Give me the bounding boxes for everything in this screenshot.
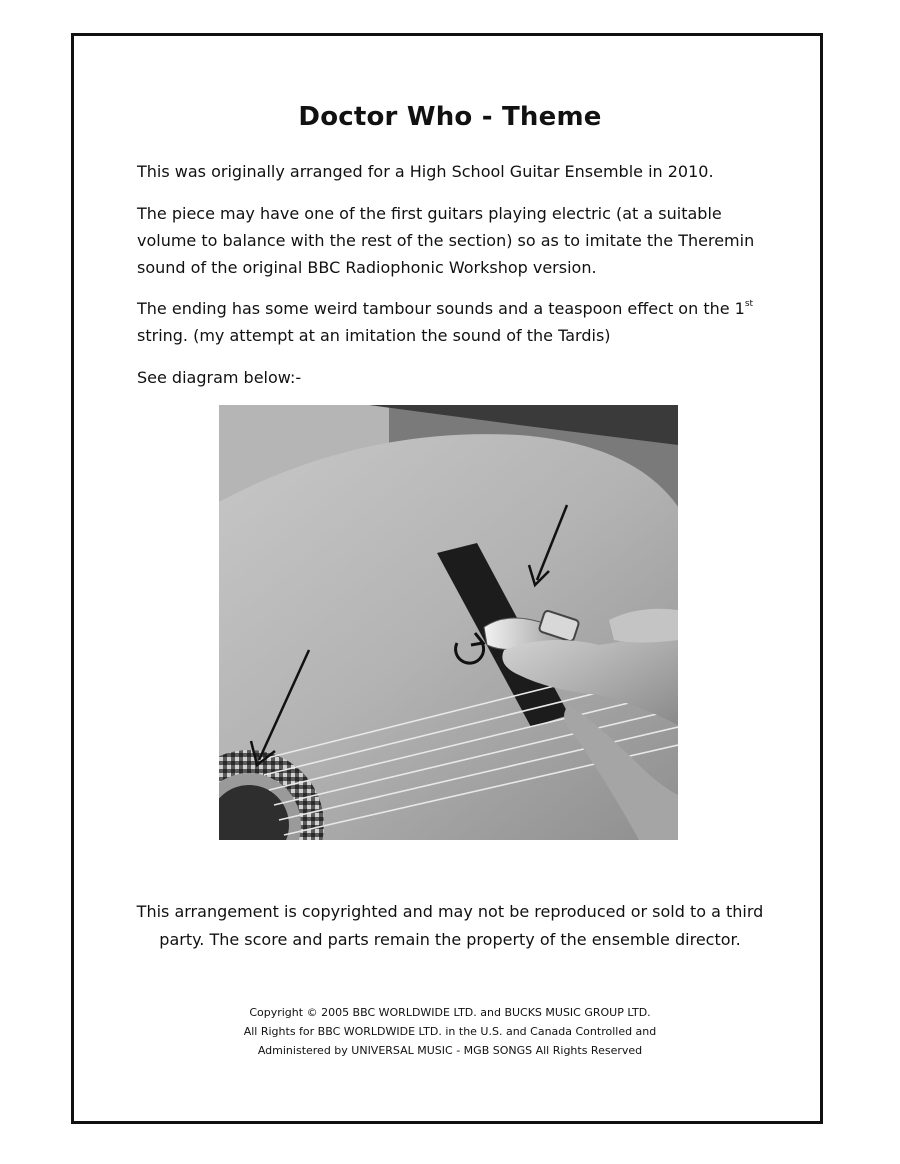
copyright-line-3: Administered by UNIVERSAL MUSIC - MGB SONGS All Rights Reserved — [257, 1044, 643, 1057]
page-title: Doctor Who - Theme — [298, 102, 602, 132]
ending-paragraph — [137, 295, 777, 349]
copyright-line-2: All Rights for BBC WORLDWIDE LTD. in the U.S. and Canada Controlled and — [243, 1025, 657, 1038]
ordinal-superscript: st — [744, 298, 754, 309]
copyright-footer — [150, 1003, 750, 1060]
ending-text-end: string. (my attempt at an imitation the sound of the Tardis) — [137, 326, 611, 345]
guitar-photo-illustration — [219, 405, 678, 840]
notice-line-2: party. The score and parts remain the property of the ensemble director. — [159, 930, 741, 949]
copyright-notice — [120, 898, 780, 954]
diagram-caption: See diagram below:- — [137, 368, 302, 387]
electric-guitar-paragraph: The piece may have one of the first guitars playing electric (at a suitable volume to balance with the rest of the section) so as to imitate the Theremin sound of the original BBC Radiophonic Workshop version. — [137, 204, 755, 277]
copyright-line-1: Copyright © 2005 BBC WORLDWIDE LTD. and BUCKS MUSIC GROUP LTD. — [249, 1006, 651, 1019]
teaspoon-technique-photo — [219, 405, 678, 840]
ending-text-start: The ending has some weird tambour sounds and a teaspoon effect on the 1 — [137, 299, 745, 318]
notice-line-1: This arrangement is copyrighted and may not be reproduced or sold to a third — [136, 902, 764, 921]
intro-paragraph: This was originally arranged for a High School Guitar Ensemble in 2010. — [137, 162, 714, 181]
